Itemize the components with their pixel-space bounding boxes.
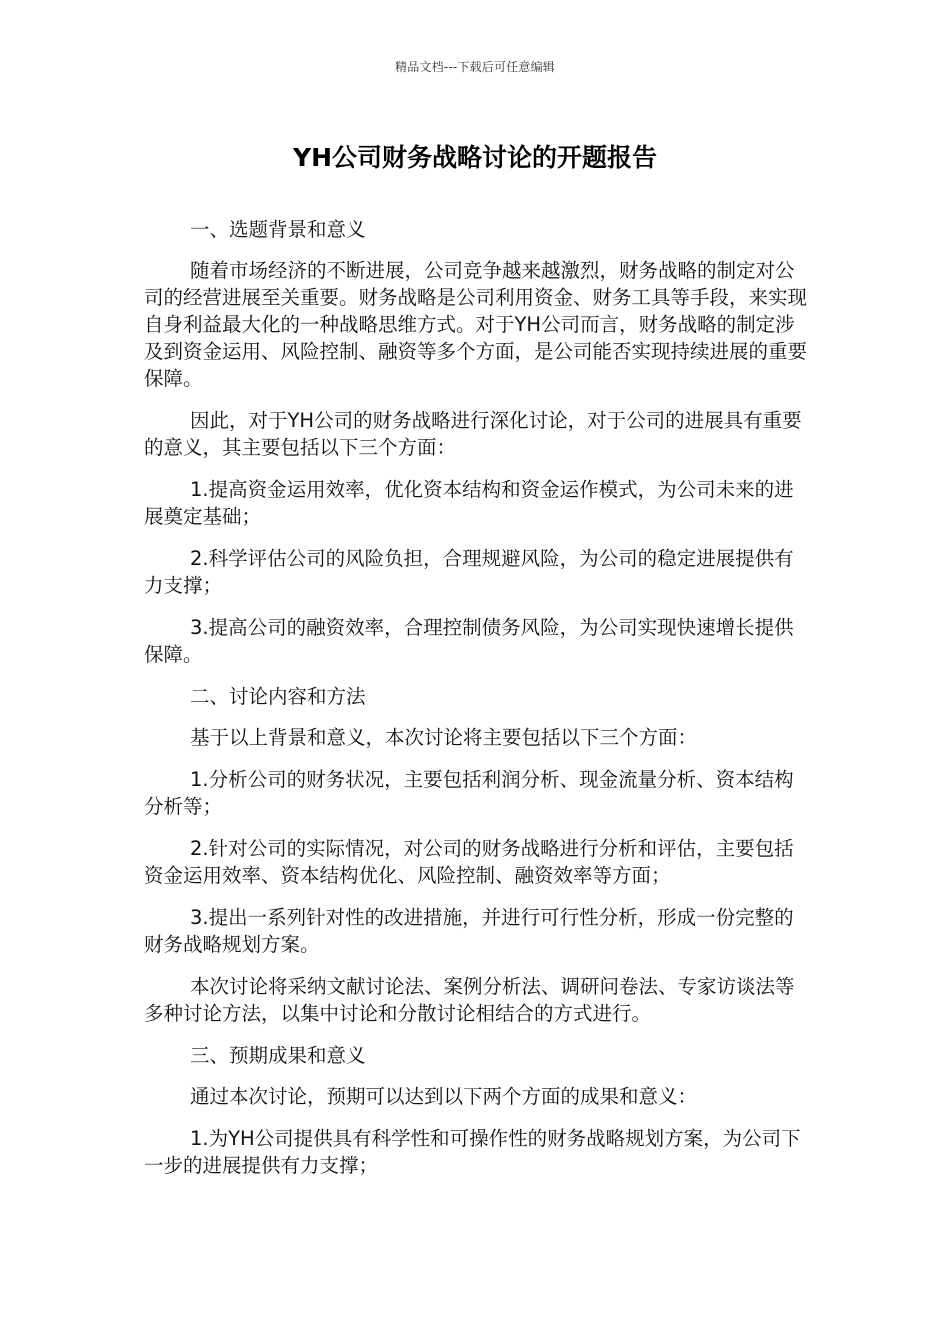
paragraph-methods: 本次讨论将采纳文献讨论法、案例分析法、调研问卷法、专家访谈法等多种讨论方法，以集中讨论和分散讨论相结合的方式进行。 xyxy=(144,975,795,1025)
section-heading-content-method: 二、讨论内容和方法 xyxy=(190,685,366,708)
paragraph-significance-intro: 因此，对于YH公司的财务战略进行深化讨论，对于公司的进展具有重要的意义，其主要包括以下三个方面： xyxy=(144,409,802,459)
section-heading-expected-results: 三、预期成果和意义 xyxy=(190,1044,366,1067)
paragraph-background: 随着市场经济的不断进展，公司竞争越来越激烈，财务战略的制定对公司的经营进展至关重要。财务战略是公司利用资金、财务工具等手段，来实现自身利益最大化的一种战略思维方式。对于YH公司而言，财务战略的制定涉及到资金运用、风险控制、融资等多个方面，是公司能否实现持续进展的重要保障。 xyxy=(144,259,808,390)
document-title: YH公司财务战略讨论的开题报告 xyxy=(292,143,658,172)
list-item-significance-2: 2.科学评估公司的风险负担，合理规避风险，为公司的稳定进展提供有力支撑； xyxy=(144,547,794,597)
section-heading-background: 一、选题背景和意义 xyxy=(190,218,366,241)
paragraph-content-intro: 基于以上背景和意义，本次讨论将主要包括以下三个方面： xyxy=(190,726,698,749)
running-header: 精品文档---下载后可任意编辑 xyxy=(395,60,555,74)
paragraph-results-intro: 通过本次讨论，预期可以达到以下两个方面的成果和意义： xyxy=(190,1085,698,1108)
list-item-significance-1: 1.提高资金运用效率，优化资本结构和资金运作模式，为公司未来的进展奠定基础； xyxy=(144,478,794,528)
document-body xyxy=(144,216,808,1194)
list-item-content-3: 3.提出一系列针对性的改进措施，并进行可行性分析，形成一份完整的财务战略规划方案。 xyxy=(144,906,794,956)
list-item-content-1: 1.分析公司的财务状况，主要包括利润分析、现金流量分析、资本结构分析等； xyxy=(144,768,794,818)
list-item-content-2: 2.针对公司的实际情况，对公司的财务战略进行分析和评估，主要包括资金运用效率、资本结构优化、风险控制、融资效率等方面； xyxy=(144,837,794,887)
list-item-results-1: 1.为YH公司提供具有科学性和可操作性的财务战略规划方案，为公司下一步的进展提供有力支撑； xyxy=(144,1127,801,1177)
list-item-significance-3: 3.提高公司的融资效率，合理控制债务风险，为公司实现快速增长提供保障。 xyxy=(144,616,794,666)
